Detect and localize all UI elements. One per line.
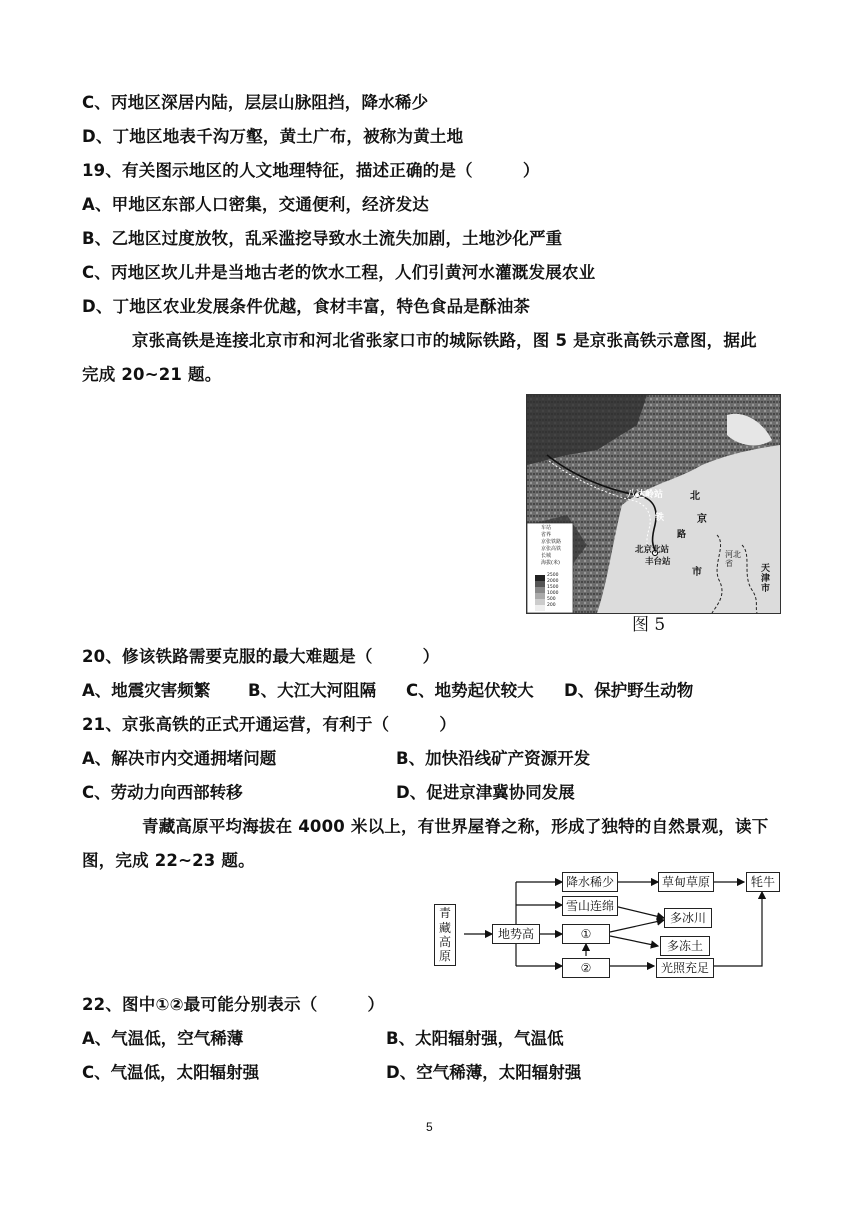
jingzhang-railway-map: [526, 394, 781, 614]
q19-stem: 19、有关图示地区的人文地理特征，描述正确的是（ ）: [82, 161, 540, 180]
q21-option-d: D、促进京津冀协同发展: [396, 783, 575, 802]
legend-item: 京张高铁: [541, 546, 562, 552]
map-label-fengtai: 丰台站: [645, 557, 671, 567]
q22-option-b: B、太阳辐射强，气温低: [386, 1029, 564, 1048]
legend-item: 长城: [541, 553, 552, 559]
intro-22-23-line2: 图，完成 22~23 题。: [82, 851, 255, 870]
map-caption: 图 5: [632, 615, 666, 635]
map-label-badaling: 八达岭站: [627, 490, 664, 500]
legend-title: 海拔(米): [541, 560, 560, 566]
legend-value: 1500: [547, 585, 559, 590]
q20-option-d: D、保护野生动物: [564, 681, 694, 700]
q22-stem: 22、图中①②最可能分别表示（ ）: [82, 995, 385, 1014]
flow-node-bingchuan: 多冰川: [664, 908, 712, 928]
flow-node-qingzang: 青藏高原: [434, 904, 456, 966]
q21-stem: 21、京张高铁的正式开通运营，有利于（ ）: [82, 715, 457, 734]
page-number: 5: [426, 1120, 433, 1134]
map-label-beijingbei: 北京北站: [635, 545, 670, 555]
flow-node-circle1: ①: [562, 924, 610, 944]
legend-value: 1000: [547, 591, 559, 596]
flow-node-circle2: ②: [562, 958, 610, 978]
legend-value: 500: [547, 597, 556, 602]
intro-20-21-line2: 完成 20~21 题。: [82, 365, 222, 384]
q21-option-c: C、劳动力向西部转移: [82, 783, 243, 802]
map-label-bei: 北: [690, 491, 700, 502]
q18-option-c: C、丙地区深居内陆，层层山脉阻挡，降水稀少: [82, 93, 429, 112]
q18-option-d: D、丁地区地表千沟万壑，黄土广布，被称为黄土地: [82, 127, 464, 146]
flow-node-maoniu: 牦牛: [746, 872, 780, 892]
q19-option-c: C、丙地区坎儿井是当地古老的饮水工程，人们引黄河水灌溉发展农业: [82, 263, 596, 282]
q19-option-a: A、甲地区东部人口密集，交通便利，经济发达: [82, 195, 429, 214]
map-legend: [541, 525, 561, 567]
q21-option-b: B、加快沿线矿产资源开发: [396, 749, 591, 768]
q20-option-a: A、地震灾害频繁: [82, 681, 211, 700]
q19-option-b: B、乙地区过度放牧，乱采滥挖导致水土流失加剧，土地沙化严重: [82, 229, 563, 248]
q22-option-c: C、气温低，太阳辐射强: [82, 1063, 260, 1082]
legend-item: 车站: [541, 525, 552, 531]
flow-node-guangzhao: 光照充足: [656, 958, 714, 978]
flow-node-caodian: 草甸草原: [658, 872, 714, 892]
map-label-tianjin: 天津市: [761, 564, 771, 594]
legend-value: 2000: [547, 579, 559, 584]
intro-20-21-line1: 京张高铁是连接北京市和河北省张家口市的城际铁路，图 5 是京张高铁示意图，据此: [132, 331, 757, 350]
legend-item: 省界: [541, 532, 552, 538]
q19-option-d: D、丁地区农业发展条件优越，食材丰富，特色食品是酥油茶: [82, 297, 531, 316]
legend-values: [547, 573, 558, 609]
legend-value: 2500: [547, 573, 559, 578]
map-label-shi: 市: [692, 567, 702, 578]
legend-item: 京张铁路: [541, 539, 562, 545]
legend-value: 200: [547, 603, 556, 608]
q21-option-a: A、解决市内交通拥堵问题: [82, 749, 277, 768]
terrain-map-svg: [527, 395, 780, 613]
flow-node-dongtu: 多冻土: [660, 936, 710, 956]
map-label-hebei: 河北省: [725, 550, 741, 568]
map-label-tie: 铁: [655, 513, 665, 523]
q22-option-d: D、空气稀薄，太阳辐射强: [386, 1063, 582, 1082]
flow-node-jiangshui: 降水稀少: [562, 872, 618, 892]
q22-option-a: A、气温低，空气稀薄: [82, 1029, 244, 1048]
q20-option-b: B、大江大河阻隔: [248, 681, 377, 700]
map-label-jing: 京: [697, 514, 707, 525]
flow-node-dishi: 地势高: [492, 924, 540, 944]
q20-stem: 20、修该铁路需要克服的最大难题是（ ）: [82, 647, 440, 666]
flow-node-xueshan: 雪山连绵: [562, 896, 618, 916]
q20-option-c: C、地势起伏较大: [406, 681, 534, 700]
intro-22-23-line1: 青藏高原平均海拔在 4000 米以上，有世界屋脊之称，形成了独特的自然景观，读下: [142, 817, 769, 836]
map-label-lu: 路: [677, 530, 687, 540]
